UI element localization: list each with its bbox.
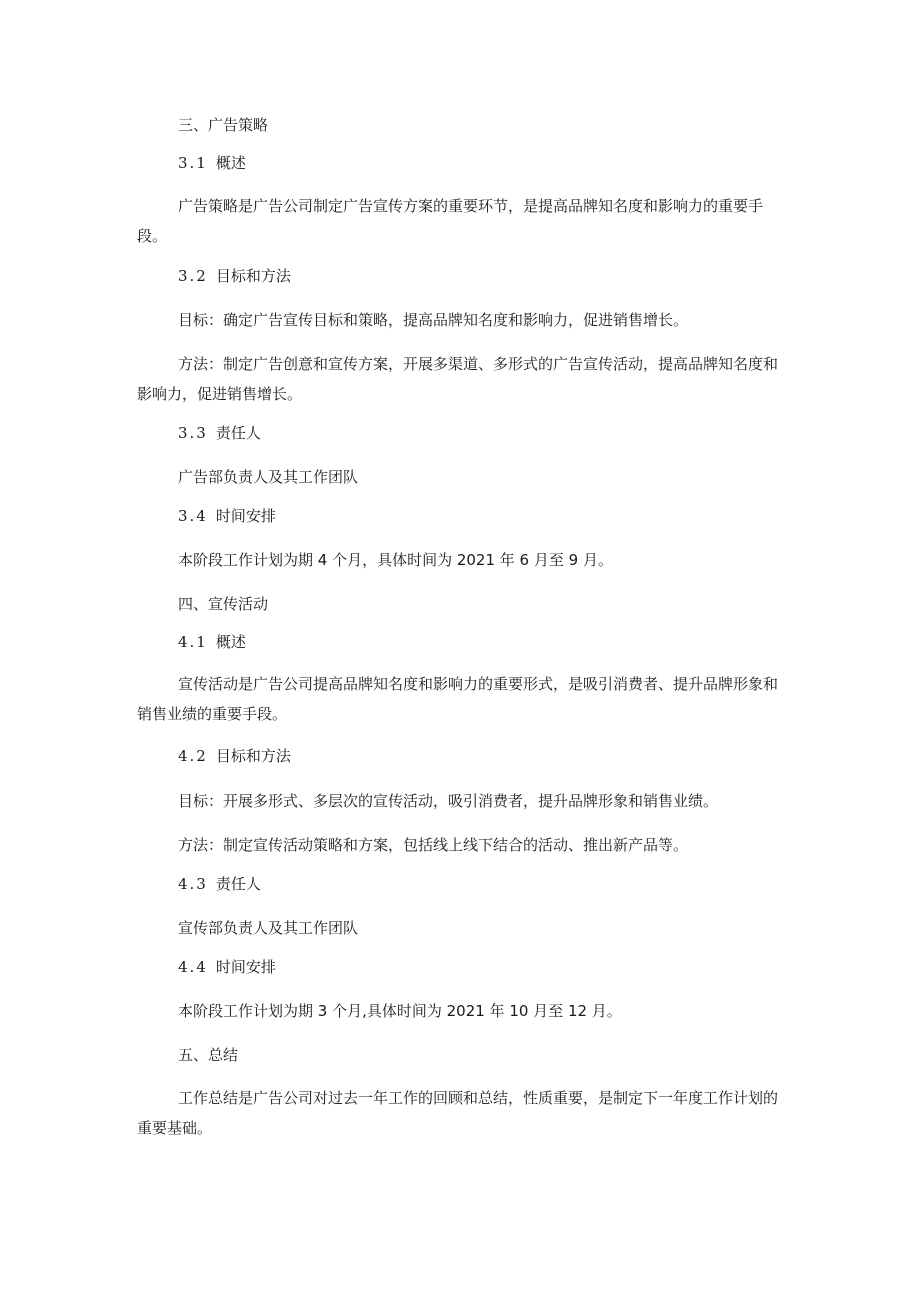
- subsection-number: 3.2: [178, 267, 208, 285]
- body-paragraph: 工作总结是广告公司对过去一年工作的回顾和总结，性质重要，是制定下一年度工作计划的重要基础。: [137, 1089, 779, 1137]
- body-line: 方法：制定宣传活动策略和方案，包括线上线下结合的活动、推出新产品等。: [178, 836, 689, 854]
- body-line: 目标：开展多形式、多层次的宣传活动，吸引消费者，提升品牌形象和销售业绩。: [178, 792, 719, 810]
- subsection-number: 4.2: [178, 747, 208, 765]
- section-heading-promotion-activities: 四、宣传活动: [178, 595, 269, 613]
- subsection-title: 责任人: [215, 424, 261, 442]
- subsection-title: 时间安排: [215, 507, 276, 525]
- subsection-number: 4.4: [178, 958, 208, 976]
- body-paragraph: 目标：确定广告宣传目标和策略，提高品牌知名度和影响力，促进销售增长。: [178, 311, 689, 329]
- subsection-title: 概述: [215, 633, 246, 651]
- section-heading-summary: 五、总结: [178, 1046, 239, 1064]
- body-line: 宣传部负责人及其工作团队: [178, 919, 359, 937]
- subsection-number: 3.3: [178, 424, 208, 442]
- subsection-title: 概述: [215, 154, 246, 172]
- subsection-heading: [178, 631, 788, 653]
- subsection-title: 责任人: [215, 875, 261, 893]
- subsection-number: 4.3: [178, 875, 208, 893]
- subsection-heading: [178, 265, 788, 287]
- subsection-heading: [178, 873, 788, 895]
- subsection-number: 3.1: [178, 154, 208, 172]
- body-line: 广告部负责人及其工作团队: [178, 468, 359, 486]
- subsection-heading: [178, 152, 788, 174]
- subsection-number: 3.4: [178, 507, 208, 525]
- subsection-title: 目标和方法: [215, 267, 291, 285]
- body-line: 本阶段工作计划为期 4 个月，具体时间为 2021 年 6 月至 9 月。: [178, 551, 613, 569]
- body-paragraph: 广告策略是广告公司制定广告宣传方案的重要环节，是提高品牌知名度和影响力的重要手段。: [137, 197, 764, 245]
- subsection-title: 时间安排: [215, 958, 276, 976]
- body-paragraph: 方法：制定广告创意和宣传方案，开展多渠道、多形式的广告宣传活动，提高品牌知名度和影响力，促进销售增长。: [137, 355, 779, 403]
- subsection-number: 4.1: [178, 633, 208, 651]
- body-line: 本阶段工作计划为期 3 个月,具体时间为 2021 年 10 月至 12 月。: [178, 1002, 622, 1020]
- subsection-heading: [178, 745, 788, 767]
- section-heading-advertising-strategy: 三、广告策略: [178, 116, 269, 134]
- subsection-heading: [178, 956, 788, 978]
- subsection-heading: [178, 505, 788, 527]
- subsection-heading: [178, 422, 788, 444]
- subsection-title: 目标和方法: [215, 747, 291, 765]
- body-paragraph: 宣传活动是广告公司提高品牌知名度和影响力的重要形式，是吸引消费者、提升品牌形象和销售业绩的重要手段。: [137, 675, 779, 723]
